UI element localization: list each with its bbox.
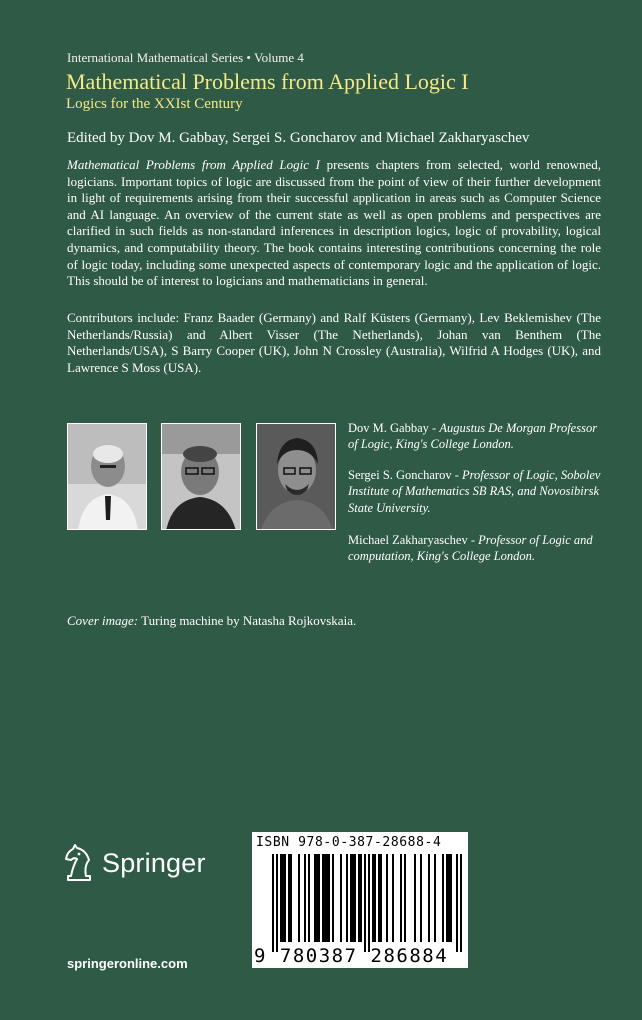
barcode-bar	[448, 854, 450, 942]
bio-zakharyaschev: Michael Zakharyaschev - Professor of Logic and computation, King's College London.	[348, 533, 593, 564]
barcode-bar	[314, 854, 316, 942]
ean-left: 780387	[279, 945, 358, 967]
barcode-bar	[304, 854, 306, 942]
bio-name: Sergei S. Goncharov	[348, 468, 452, 482]
bio-gabbay: Dov M. Gabbay - Augustus De Morgan Professor of Logic, King's College London.	[348, 421, 598, 452]
barcode-bar	[332, 854, 334, 942]
barcode-bar	[282, 854, 284, 942]
barcode-bar	[446, 854, 448, 942]
bio-role: Augustus De Morgan Professor of Logic, King's College London.	[348, 421, 598, 452]
barcode-bar	[288, 854, 290, 942]
barcode-bar	[392, 854, 394, 942]
ean-digits	[254, 945, 448, 967]
barcode-bar	[460, 854, 462, 952]
photo-zakharyaschev	[256, 423, 336, 530]
barcode-bar	[280, 854, 282, 942]
barcode-bar	[316, 854, 318, 942]
barcode-bar	[434, 854, 436, 942]
editors-line: Edited by Dov M. Gabbay, Sergei S. Goncharov and Michael Zakharyaschev	[67, 130, 530, 146]
book-subtitle: Logics for the XXIst Century	[66, 96, 243, 112]
ean-first: 9	[254, 945, 267, 967]
photo-gabbay	[67, 423, 147, 530]
photo-goncharov	[161, 423, 241, 530]
description-text: presents chapters from selected, world renowned, logicians. Important topics of logic are discussed from the point of view of their further development in light of requirements arising from their successful application in areas such as Computer Science and AI language. An overview of the current state as well as open problems and perspectives are clarified in such fields as non-standard inferences in description logics, logic of provability, logical dynamics, and computability theory. The book contains interesting contributions concerning the role of logic today, including some unexpected aspects of contemporary logic and the application of logic. This should be of interest to logicians and mathematicians in general.	[67, 157, 601, 289]
knight-icon	[62, 844, 96, 882]
description-book-title: Mathematical Problems from Applied Logic I	[67, 157, 320, 172]
isbn-barcode	[252, 832, 468, 968]
barcode-bar	[380, 854, 382, 942]
barcode-bar	[404, 854, 406, 942]
bio-role: Professor of Logic, Sobolev Institute of Mathematics SB RAS, and Novosibirsk State University.	[348, 468, 601, 515]
publisher-name: Springer	[102, 847, 206, 878]
barcode-bar	[420, 854, 422, 942]
series-line: International Mathematical Series • Volume 4	[67, 50, 304, 65]
barcode-bar	[428, 854, 430, 942]
cover-image-label: Cover image:	[67, 613, 139, 628]
bio-name: Michael Zakharyaschev	[348, 533, 468, 547]
barcode-bar	[378, 854, 380, 942]
barcode-bar	[326, 854, 328, 942]
barcode-bar	[328, 854, 330, 942]
barcode-bar	[322, 854, 324, 942]
barcode-bar	[364, 854, 366, 952]
barcode-bar	[456, 854, 458, 952]
barcode-bar	[298, 854, 300, 942]
barcode-bar	[276, 854, 278, 952]
cover-image-text: Turing machine by Natasha Rojkovskaia.	[138, 613, 357, 628]
barcode-bar	[374, 854, 376, 942]
barcode-bar	[372, 854, 374, 942]
contributors-paragraph: Contributors include: Franz Baader (Germany) and Ralf Küsters (Germany), Lev Beklemishev (The Netherlands/Russia) and Albert Visser (The Netherlands), Johan van Benthem (The Netherlands/USA), S Barry Cooper (UK), John N Crossley (Australia), Wilfrid A Hodges (UK), and Lawrence S Moss (USA).	[67, 310, 601, 375]
barcode-bar	[290, 854, 292, 942]
ean-right: 286884	[370, 945, 449, 967]
barcode-bar	[350, 854, 352, 942]
barcode-bar	[272, 854, 274, 952]
barcode-bar	[284, 854, 286, 942]
barcode-bar	[346, 854, 348, 942]
barcode-bar	[340, 854, 342, 942]
barcode-bar	[442, 854, 444, 942]
bio-name: Dov M. Gabbay	[348, 421, 429, 435]
barcode-bar	[358, 854, 360, 942]
springer-logo	[62, 843, 217, 883]
bio-role: Professor of Logic and computation, King's College London.	[348, 533, 593, 564]
publisher-url[interactable]: springeronline.com	[67, 956, 188, 971]
barcode-bar	[450, 854, 452, 942]
barcode-bar	[318, 854, 320, 942]
bio-goncharov: Sergei S. Goncharov - Professor of Logic, Sobolev Institute of Mathematics SB RAS, and Novosibirsk State University.	[348, 468, 601, 515]
barcode-bar	[414, 854, 416, 942]
barcode-bar	[308, 854, 310, 942]
book-title: Mathematical Problems from Applied Logic I	[66, 69, 469, 94]
barcode-bar	[360, 854, 362, 942]
barcode-bar	[400, 854, 402, 942]
barcode-bar	[324, 854, 326, 942]
barcode-bar	[386, 854, 388, 942]
description-paragraph	[67, 157, 601, 290]
barcode-bar	[354, 854, 356, 942]
cover-image-credit	[67, 613, 356, 629]
barcode-bar	[368, 854, 370, 952]
barcode-bar	[352, 854, 354, 942]
isbn-label: ISBN 978-0-387-28688-4	[256, 835, 442, 850]
